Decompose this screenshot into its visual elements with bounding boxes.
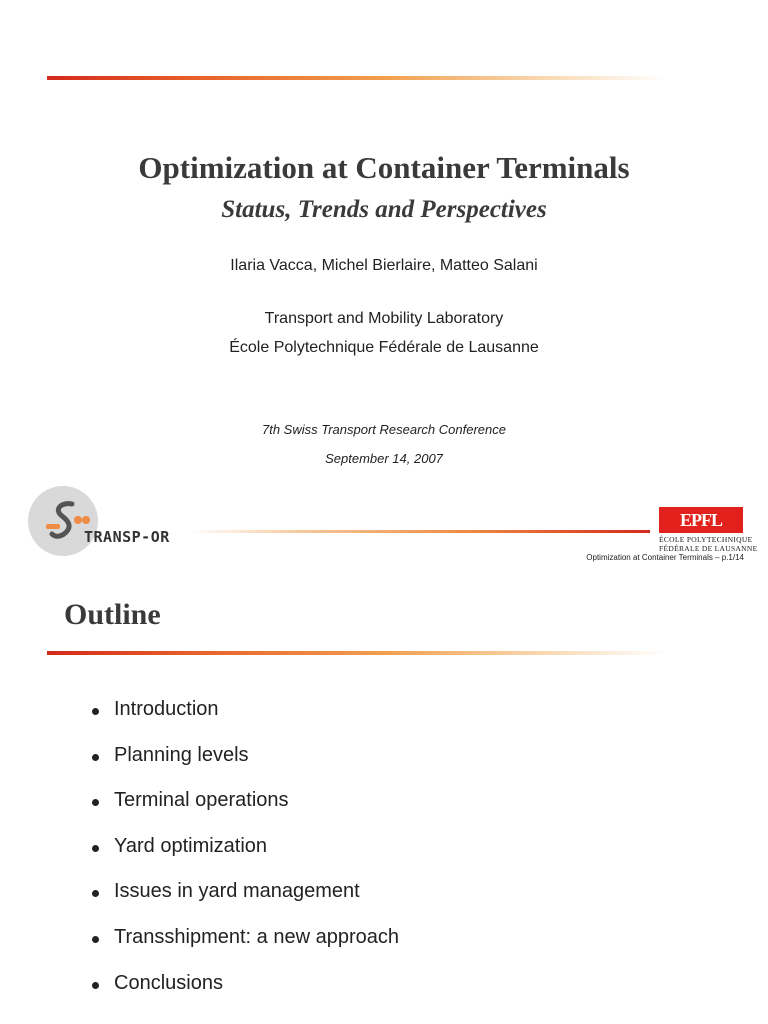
bullet-icon (92, 845, 99, 852)
list-item-label: Transshipment: a new approach (114, 925, 399, 948)
list-item-label: Conclusions (114, 971, 223, 994)
list-item (92, 789, 399, 835)
list-item-label: Issues in yard management (114, 880, 360, 903)
outline-rule (47, 651, 667, 655)
epfl-subtext-1: ÉCOLE POLYTECHNIQUE (659, 535, 753, 544)
transp-or-logo (28, 486, 188, 556)
slide-title: Optimization at Container Terminals (138, 150, 630, 185)
list-item-label: Yard optimization (114, 834, 268, 857)
conference-date: September 14, 2007 (325, 451, 443, 466)
lab-name: Transport and Mobility Laboratory (264, 310, 504, 327)
list-item (92, 880, 399, 926)
list-item (92, 972, 399, 1018)
list-item-label: Introduction (114, 698, 219, 720)
bullet-icon (92, 936, 99, 943)
bullet-icon (92, 754, 99, 761)
outline-list (92, 698, 399, 1017)
page-reference: Optimization at Container Terminals – p.1/14 (586, 553, 744, 562)
footer-rule (190, 530, 650, 533)
slide-subtitle: Status, Trends and Perspectives (221, 196, 547, 223)
epfl-wordmark: EPFL (659, 507, 743, 533)
bullet-icon (92, 982, 99, 989)
epfl-subtext-2: FÉDÉRALE DE LAUSANNE (659, 544, 758, 553)
bullet-icon (92, 890, 99, 897)
school-name: École Polytechnique Fédérale de Lausanne (229, 339, 539, 356)
list-item-label: Terminal operations (114, 789, 289, 812)
list-item (92, 835, 399, 881)
list-item (92, 698, 399, 744)
bullet-icon (92, 799, 99, 806)
transp-or-text: TRANSP-OR (84, 528, 170, 546)
outline-title: Outline (64, 598, 161, 631)
list-item-label: Planning levels (114, 743, 249, 766)
conference-name: 7th Swiss Transport Research Conference (262, 422, 506, 437)
epfl-logo (655, 507, 758, 553)
list-item (92, 926, 399, 972)
header-rule (47, 76, 667, 80)
bullet-icon (92, 708, 99, 715)
list-item (92, 744, 399, 790)
authors: Ilaria Vacca, Michel Bierlaire, Matteo Salani (230, 257, 538, 274)
